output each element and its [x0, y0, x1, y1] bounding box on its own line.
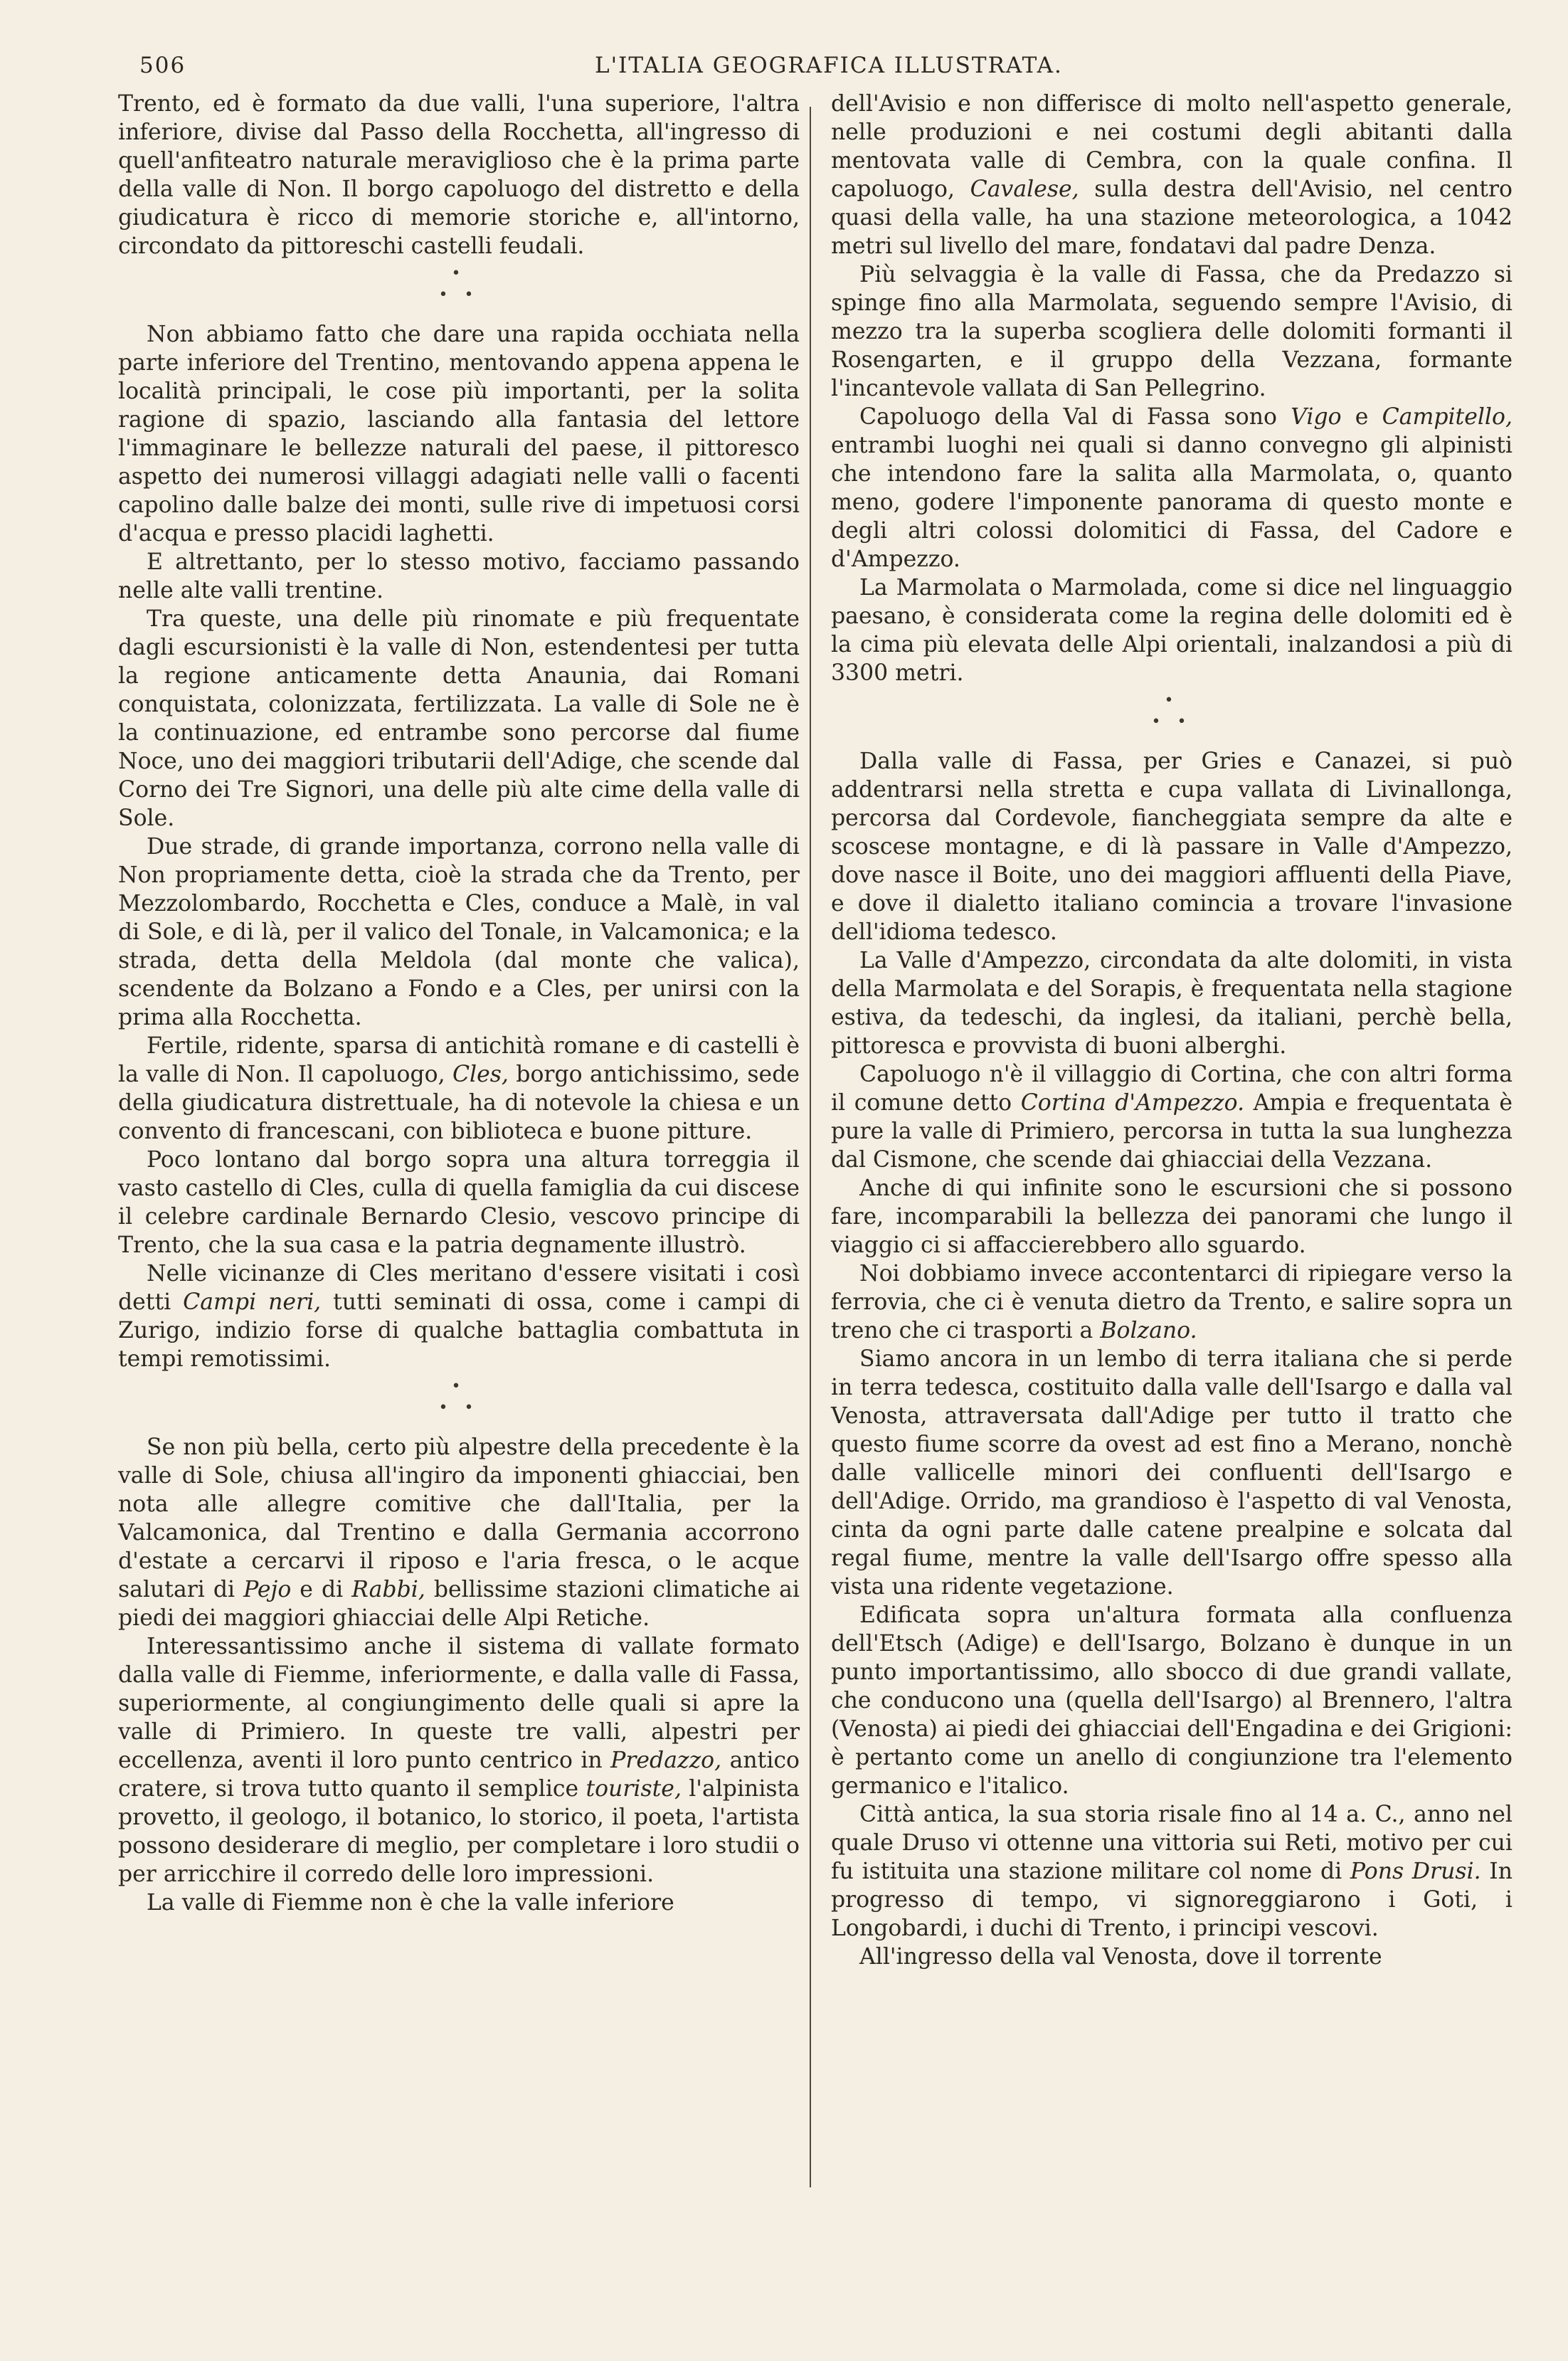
- paragraph: Edificata sopra un'altura formata alla confluenza dell'Etsch (Adige) e dell'Isargo, Bolzano è dunque in un punto importantissimo, allo sbocco di due grandi vallate, che conducono una (quella dell'Isargo) al Brennero, l'altra (Venosta) ai piedi dei ghiacciai dell'Engadina e dei Grigioni: è pertanto come un anello di congiunzione tra l'elemento germanico e l'italico.: [831, 1602, 1513, 1799]
- paragraph: Dalla valle di Fassa, per Gries e Canazei, si può addentrarsi nella stretta e cupa vallata di Livinallonga, percorsa dal Cordevole, fiancheggiata sempre da alte e scoscese montagne, e di là passare in Valle d'Ampezzo, dove nasce il Boite, uno dei maggiori affluenti della Piave, e dove il dialetto italiano comincia a trovare l'invasione dell'idioma tedesco.: [831, 749, 1513, 945]
- paragraph: [831, 90, 1513, 260]
- place-name: Cles,: [452, 1062, 509, 1087]
- text: e di: [291, 1577, 352, 1602]
- section-separator: [118, 263, 800, 306]
- text: Capoluogo n'è il villaggio di Cortina, che con altri forma il comune detto: [831, 1062, 1513, 1116]
- text: bellissime stazioni climatiche ai piedi dei maggiori ghiacciai delle Alpi Retiche.: [118, 1577, 800, 1631]
- paragraph: La Marmolata o Marmolada, come si dice nel linguaggio paesano, è considerata come la regina delle dolomiti ed è la cima più elevata delle Alpi orientali, inalzandosi a più di 3300 metri.: [831, 575, 1513, 686]
- place-name: Predazzo,: [610, 1748, 722, 1773]
- column-rule: [810, 107, 811, 2187]
- text: Nelle vicinanze di Cles meritano d'essere visitati i così detti: [118, 1261, 800, 1315]
- paragraph: [831, 403, 1513, 574]
- paragraph: E altrettanto, per lo stesso motivo, facciamo passando nelle alte valli trentine.: [118, 549, 800, 603]
- place-name: Pejo: [243, 1577, 292, 1602]
- text: Noi dobbiamo invece accontentarci di ripiegare verso la ferrovia, che ci è venuta dietro da Trento, e salire sopra un treno che ci trasporti a: [831, 1261, 1513, 1343]
- paragraph: [118, 1433, 800, 1632]
- place-name: Cavalese,: [970, 176, 1079, 202]
- paragraph: [831, 1800, 1513, 1943]
- text: entrambi luoghi nei quali si danno convegno gli alpinisti che intendono fare la salita alla Marmolata, o, quanto meno, godere l'imponente panorama di questo monte e degli altri colossi dolomitici di Fassa, del Cadore e d'Ampezzo.: [831, 433, 1513, 572]
- paragraph: Siamo ancora in un lembo di terra italiana che si perde in terra tedesca, costituito dalla valle dell'Isargo e dalla val Venosta, attraversata dall'Adige per tutto il tratto che questo fiume scorre da ovest ad est fino a Merano, nonchè dalle vallicelle minori dei confluenti dell'Isargo e dell'Adige. Orrido, ma grandioso è l'aspetto di val Venosta, cinta da ogni parte dalle catene prealpine e solcata dal regal fiume, mentre la valle dell'Isargo offre spesso alla vista una ridente vegetazione.: [831, 1346, 1513, 1600]
- text: Ampia e frequentata è pure la valle di Primiero, percorsa in tutta la sua lunghezza dal Cismone, che scende dai ghiacciai della Vezzana.: [831, 1090, 1513, 1173]
- text: l'alpinista provetto, il geologo, il botanico, lo storico, il poeta, l'artista possono desiderare di meglio, per completare i loro studii o per arricchire il corredo delle loro impressioni.: [118, 1776, 800, 1887]
- paragraph: [118, 1259, 800, 1373]
- text: tutti seminati di ossa, come i campi di Zurigo, indizio forse di qualche battaglia combattuta in tempi remotissimi.: [118, 1289, 800, 1372]
- text: e: [1341, 404, 1382, 430]
- separator-top: •: [451, 265, 467, 282]
- page-header: [139, 47, 1476, 83]
- right-column: [831, 90, 1513, 1971]
- paragraph: [831, 1259, 1513, 1345]
- paragraph: La Valle d'Ampezzo, circondata da alte dolomiti, in vista della Marmolata e del Sorapis, è frequentata nella stagione estiva, da tedeschi, da inglesi, da italiani, perchè bella, pittoresca e provvista di buoni alberghi.: [831, 948, 1513, 1059]
- paragraph: All'ingresso della val Venosta, dove il torrente: [859, 1944, 1382, 1970]
- text: Interessantissimo anche il sistema di vallate formato dalla valle di Fiemme, inferiormente, e dalla valle di Fassa, superiormente, al congiungimento delle quali si apre la valle di Primiero. In queste tre valli, alpestri per eccellenza, aventi il loro punto centrico in: [118, 1634, 800, 1773]
- place-name: Bolzano.: [1100, 1318, 1197, 1343]
- place-name: Campi neri,: [183, 1289, 322, 1315]
- paragraph: Poco lontano dal borgo sopra una altura torreggia il vasto castello di Cles, culla di quella famiglia da cui discese il celebre cardinale Bernardo Clesio, vescovo principe di Trento, che la sua casa e la patria degnamente illustrò.: [118, 1147, 800, 1258]
- text: In progresso di tempo, vi signoreggiarono i Goti, i Longobardi, i duchi di Trento, i principi vescovi.: [831, 1859, 1513, 1941]
- paragraph: Due strade, di grande importanza, corrono nella valle di Non propriamente detta, cioè la strada che da Trento, per Mezzolombardo, Rocchetta e Cles, conduce a Malè, in val di Sole, e di là, per il valico del Tonale, in Valcamonica; e la strada, detta della Meldola (dal monte che valica), scendente da Bolzano a Fondo e a Cles, per unirsi con la prima alla Rocchetta.: [118, 834, 800, 1030]
- page-number: 506: [139, 53, 186, 78]
- separator-bottom: • •: [1151, 713, 1192, 731]
- place-name: Rabbi,: [351, 1577, 425, 1602]
- section-separator: [118, 1376, 800, 1419]
- place-name: Campitello,: [1382, 404, 1513, 430]
- place-name: Vigo: [1291, 404, 1342, 430]
- separator-bottom: • •: [438, 286, 480, 304]
- text: borgo antichissimo, sede della giudicatura distrettuale, ha di notevole la chiesa e un convento di francescani, con biblioteca e buone pitture.: [118, 1062, 800, 1144]
- separator-bottom: • •: [438, 1399, 480, 1417]
- text: Città antica, la sua storia risale fino al 14 a. C., anno nel quale Druso vi ottenne una vittoria sui Reti, motivo per cui fu istituita una stazione militare col nome di: [831, 1802, 1513, 1884]
- place-name: Pons Drusi.: [1350, 1859, 1481, 1884]
- paragraph: Non abbiamo fatto che dare una rapida occhiata nella parte inferiore del Trentino, mentovando appena appena le località principali, le cose più importanti, per la solita ragione di spazio, lasciando alla fantasia del lettore l'immaginare le bellezze naturali del paese, il pittoresco aspetto dei numerosi villaggi adagiati nelle valli o facenti capolino dalle balze dei monti, sulle rive di impetuosi corsi d'acqua e presso placidi laghetti.: [118, 322, 800, 546]
- separator-top: •: [451, 1378, 467, 1395]
- paragraph: [831, 1060, 1513, 1174]
- paragraph: Trento, ed è formato da due valli, l'una superiore, l'altra inferiore, divise dal Passo della Rocchetta, all'ingresso di quell'anfiteatro naturale meraviglioso che è la prima parte della valle di Non. Il borgo capoluogo del distretto e della giudicatura è ricco di memorie storiche e, all'intorno, circondato da pittoreschi castelli feudali.: [118, 91, 800, 259]
- paragraph: Tra queste, una delle più rinomate e più frequentate dagli escursionisti è la valle di Non, estendentesi per tutta la regione anticamente detta Anaunia, dai Romani conquistata, colonizzata, fertilizzata. La valle di Sole ne è la continuazione, ed entrambe sono percorse dal fiume Noce, uno dei maggiori tributarii dell'Adige, che scende dal Corno dei Tre Signori, una delle più alte cime della valle di Sole.: [118, 606, 800, 831]
- foreign-word: touriste,: [586, 1776, 682, 1802]
- place-name: Cortina d'Ampezzo.: [1020, 1090, 1245, 1116]
- text: dell'Avisio e non differisce di molto nell'aspetto generale, nelle produzioni e nei costumi degli abitanti dalla mentovata valle di Cembra, con la quale confina. Il capoluogo,: [831, 91, 1513, 202]
- left-column: [118, 90, 800, 1917]
- paragraph: La valle di Fiemme non è che la valle inferiore: [147, 1890, 674, 1916]
- text: sulla destra dell'Avisio, nel centro quasi della valle, ha una stazione meteorologica, a 1042 metri sul livello del mare, fondatavi dal padre Denza.: [831, 176, 1513, 259]
- text: antico cratere, si trova tutto quanto il semplice: [118, 1748, 800, 1802]
- paragraph: Anche di qui infinite sono le escursioni che si possono fare, incomparabili la bellezza dei panorami che lungo il viaggio ci si affaccierebbero allo sguardo.: [831, 1176, 1513, 1258]
- running-title: L'ITALIA GEOGRAFICA ILLUSTRATA.: [595, 53, 1063, 78]
- paragraph: [118, 1632, 800, 1889]
- text: Se non più bella, certo più alpestre della precedente è la valle di Sole, chiusa all'ingiro da imponenti ghiacciai, ben nota alle allegre comitive che dall'Italia, per la Valcamonica, dal Trentino e dalla Germania accorrono d'estate a cercarvi il riposo e l'aria fresca, o le acque salutari di: [118, 1435, 800, 1602]
- text: Fertile, ridente, sparsa di antichità romane e di castelli è la valle di Non. Il capoluogo,: [118, 1033, 800, 1087]
- paragraph: [118, 1032, 800, 1146]
- text: Capoluogo della Val di Fassa sono: [859, 404, 1291, 430]
- section-separator: [831, 690, 1513, 733]
- separator-top: •: [1164, 692, 1180, 709]
- paragraph: Più selvaggia è la valle di Fassa, che da Predazzo si spinge fino alla Marmolata, seguendo sempre l'Avisio, di mezzo tra la superba scogliera delle dolomiti formanti il Rosengarten, e il gruppo della Vezzana, formante l'incantevole vallata di San Pellegrino.: [831, 262, 1513, 401]
